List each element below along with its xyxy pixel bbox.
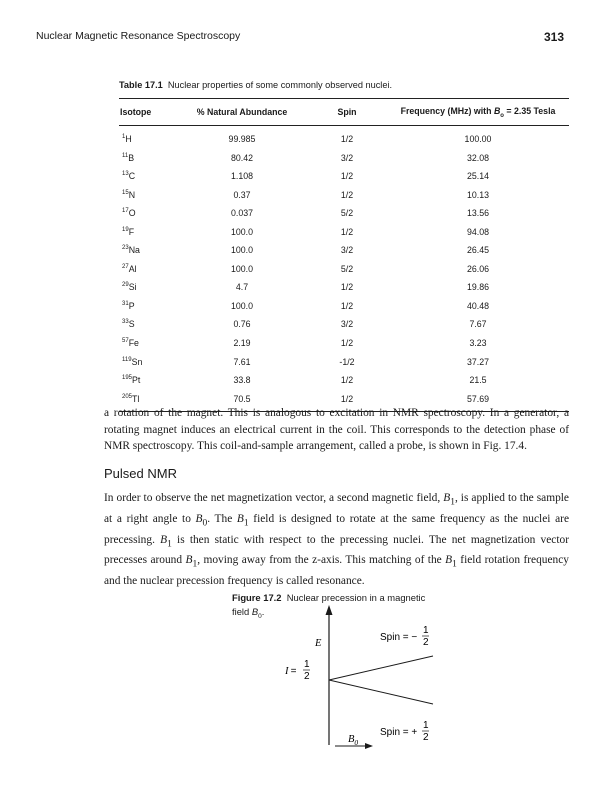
cell-frequency: 7.67 [469,319,487,330]
isotope-element: O [128,208,136,219]
cell-spin: 1/2 [340,300,354,311]
cell-isotope [119,352,177,371]
isotope-mass-number: 57 [122,338,129,345]
cell-spin: 1/2 [307,389,387,411]
lower-fraction-numerator: 1 [423,720,429,731]
cell-frequency: 13.56 [466,208,489,219]
table-row [119,297,569,316]
isotope-element: S [128,319,135,330]
spin-quantum-label: I = [285,666,297,677]
table-row [119,371,569,390]
isotope-mass-number: 31 [122,300,129,307]
cell-spin: 1/2 [340,189,354,200]
cell-isotope [119,125,177,148]
lower-state-label: Spin = + [380,727,418,738]
isotope-mass-number: 19 [122,226,129,233]
cell-spin: 3/2 [340,152,354,163]
isotope-element: F [128,226,135,237]
cell-abundance: 1.108 [230,171,253,182]
table-row [119,204,569,223]
cell-frequency: 19.86 [466,282,489,293]
cell-abundance: 100.0 [230,226,253,237]
isotope-mass-number: 15 [122,189,129,196]
cell-frequency: 10.13 [466,189,489,200]
cell-frequency: 40.48 [466,300,489,311]
isotope-mass-number: 119 [122,356,132,363]
isotope-mass-number: 33 [122,319,129,326]
isotope-element: Sn [131,356,143,367]
body-paragraph-2: In order to observe the net magnetization vector, a second magnetic field, $B_1$, is applied to the sample at a right angle to $B_0$. The $B_1$ field is designed to rotate at the same frequency as the nuclei are precessing. $B_1$ is then static with respect to the precessing nuclei. The net magnetization vector precesses around $B_1$, moving away from the z-axis. This matching of the $B_1$ field rotation frequency and the nuclear precession frequency is called resonance. [104,492,570,588]
isotope-mass-number: 23 [122,245,129,252]
table-caption-text: Nuclear properties of some commonly observed nuclei. [167,80,393,90]
table-row [119,315,569,334]
isotope-element: Fe [128,338,139,349]
i-fraction-numerator: 1 [304,659,310,670]
table-header-row [119,99,569,126]
isotope-mass-number: 17 [122,208,129,215]
upper-energy-level-line [329,656,433,680]
cell-isotope [119,371,177,390]
cell-isotope [119,148,177,167]
cell-abundance: 2.19 [233,338,251,349]
table-row [119,125,569,148]
isotope-element: N [128,189,136,200]
isotope-mass-number: 27 [122,263,129,270]
cell-isotope [119,278,177,297]
upper-fraction-denominator: 2 [423,637,429,648]
energy-axis-label: E [315,638,322,649]
table-row [119,352,569,371]
cell-abundance: 7.61 [233,356,251,367]
cell-isotope [119,204,177,223]
lower-energy-level-line [329,680,433,704]
table-row [119,167,569,186]
energy-axis-arrowhead [326,605,333,615]
cell-isotope [119,222,177,241]
cell-frequency: 3.23 [469,338,487,349]
isotope-element: Tl [132,393,140,404]
isotope-element: Al [128,263,137,274]
cell-abundance: 80.42 [230,152,253,163]
running-head: Nuclear Magnetic Resonance Spectroscopy [36,30,241,42]
isotope-element: Si [128,282,137,293]
cell-spin: 1/2 [340,282,354,293]
cell-frequency: 21.5 [469,375,487,386]
upper-state-label: Spin = − [380,632,418,643]
cell-abundance: 0.76 [233,319,251,330]
cell-abundance: 99.985 [228,134,256,145]
isotope-element: C [128,171,136,182]
nuclear-properties-table [119,98,569,412]
cell-frequency: 100.00 [464,134,492,145]
field-arrow-head [365,743,373,749]
section-heading: Pulsed NMR [104,466,177,481]
cell-frequency: 25.14 [466,171,489,182]
cell-isotope [119,241,177,260]
cell-frequency: 32.08 [466,152,489,163]
header-frequency: Frequency (MHz) with $B_o = 2.35$ Tesla [387,99,569,126]
cell-frequency: 37.27 [466,356,489,367]
body-paragraph-1: a rotation of the magnet. This is analogous to excitation in NMR spectroscopy. In a generator, a rotating magnet induces an electrical current in the coil. This corresponds to the detection phase of NMR spectroscopy. This coil-and-sample arrangement, called a probe, is shown in Fig. 17.4. [104,407,569,452]
cell-spin: 3/2 [340,319,354,330]
table-body [119,125,569,411]
table-caption-label: Table 17.1 [119,80,163,90]
cell-isotope [119,297,177,316]
header-abundance: % Natural Abundance [177,99,307,126]
table-row [119,334,569,353]
table-caption [119,80,392,90]
energy-level-diagram [275,600,445,750]
cell-frequency: 26.06 [466,263,489,274]
cell-abundance: 33.8 [233,375,251,386]
cell-spin: -1/2 [339,356,355,367]
header-isotope: Isotope [119,99,177,126]
cell-isotope [119,167,177,186]
cell-abundance: 4.7 [235,282,249,293]
cell-abundance: 0.37 [233,189,251,200]
cell-isotope [119,185,177,204]
cell-spin: 3/2 [340,245,354,256]
upper-fraction-numerator: 1 [423,625,429,636]
isotope-element: H [125,134,132,145]
cell-abundance: 100.0 [230,300,253,311]
i-fraction-denominator: 2 [304,671,310,682]
isotope-mass-number: 11 [122,152,129,159]
table-row [119,185,569,204]
cell-spin: 1/2 [340,338,354,349]
isotope-mass-number: 13 [122,171,129,178]
cell-isotope [119,315,177,334]
cell-spin: 5/2 [340,263,354,274]
cell-frequency: 94.08 [466,226,489,237]
cell-spin: 1/2 [340,375,354,386]
cell-spin: 1/2 [340,134,354,145]
isotope-mass-number: 1 [122,134,126,141]
cell-abundance: 100.0 [230,245,253,256]
table-row [119,148,569,167]
isotope-mass-number: 205 [122,393,133,400]
lower-fraction-denominator: 2 [423,732,429,743]
isotope-element: P [128,300,135,311]
cell-isotope [119,334,177,353]
table-row [119,260,569,279]
cell-spin: 1/2 [340,226,354,237]
isotope-element: Pt [132,375,141,386]
figure-caption-label: Figure 17.2 [232,592,282,603]
cell-frequency: 57.69 [387,389,569,411]
field-b0-label: $B_0$ [348,734,359,747]
isotope-element: B [128,152,135,163]
cell-spin: 5/2 [340,208,354,219]
table-row [119,222,569,241]
isotope-element: Na [128,245,140,256]
isotope-mass-number: 195 [122,375,133,382]
cell-abundance: 0.037 [230,208,253,219]
cell-abundance: 70.5 [177,389,307,411]
page-number: 313 [543,30,564,44]
isotope-mass-number: 29 [122,282,129,289]
table-row [119,241,569,260]
table-row [119,278,569,297]
header-spin: Spin [307,99,387,126]
cell-isotope [119,260,177,279]
cell-spin: 1/2 [340,171,354,182]
cell-abundance: 100.0 [230,263,253,274]
cell-frequency: 26.45 [466,245,489,256]
figure-caption: Figure 17.2 Nuclear precession in a magnetic field $B_0$. [232,592,426,620]
